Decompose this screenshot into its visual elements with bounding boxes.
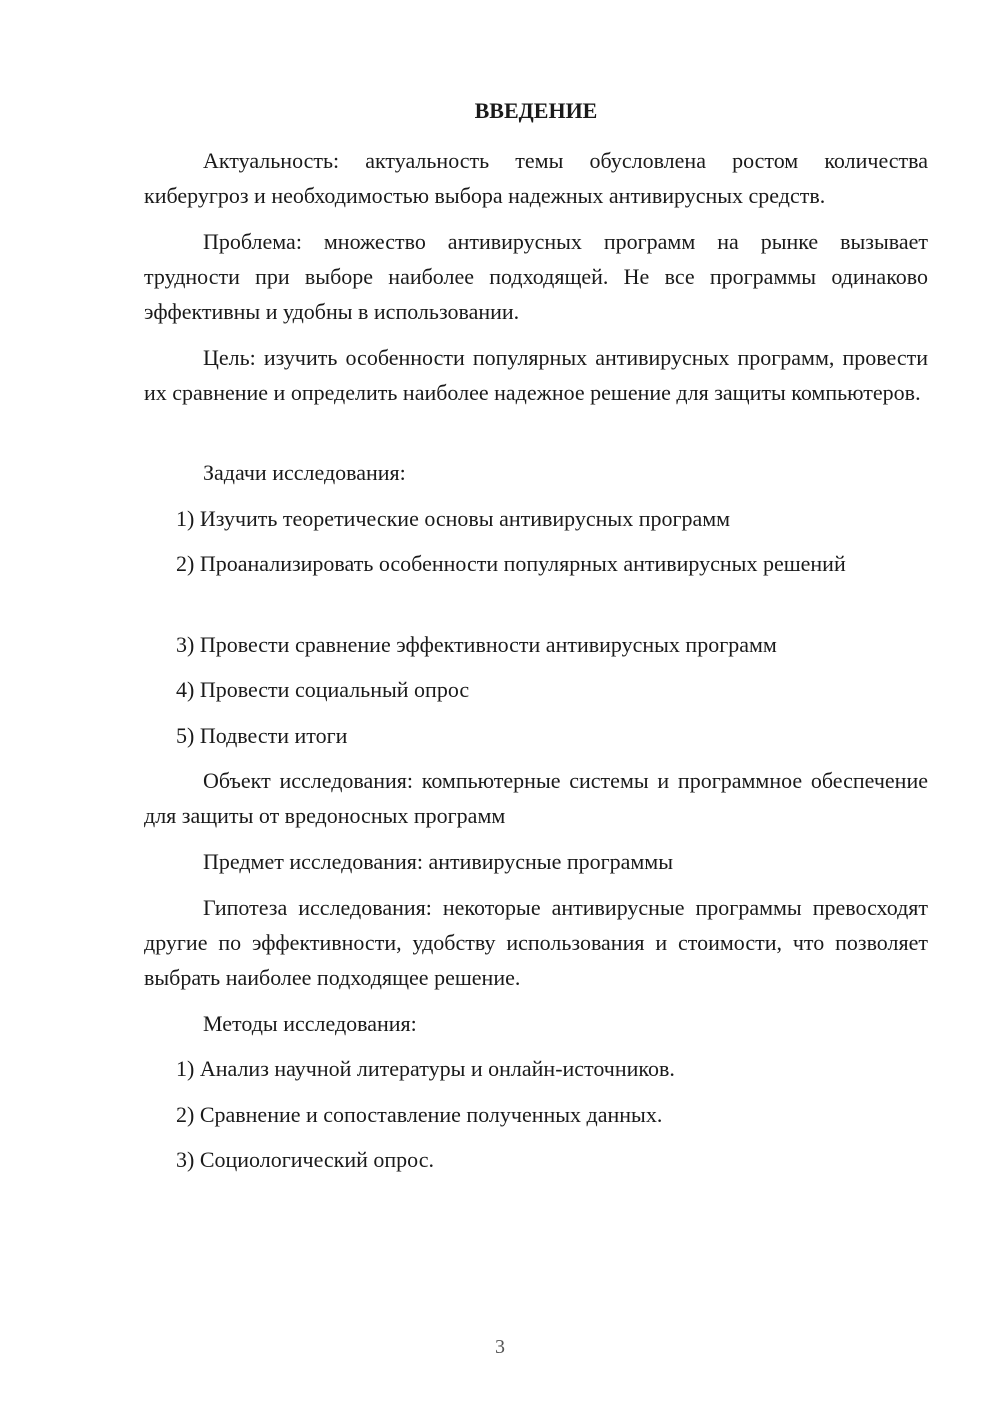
method-item-1: 1) Анализ научной литературы и онлайн-источников. xyxy=(176,1056,675,1081)
task-item-3: 3) Провести сравнение эффективности антивирусных программ xyxy=(176,632,777,657)
subject-paragraph: Предмет исследования: антивирусные программы xyxy=(203,849,674,874)
methods-heading: Методы исследования: xyxy=(203,1011,417,1036)
page-title: ВВЕДЕНИЕ xyxy=(474,98,598,123)
goal-paragraph: Цель: изучить особенности популярных антивирусных программ, провести их сравнение и определить наиболее надежное решение для защиты компьютеров. xyxy=(144,345,928,405)
task-item-1: 1) Изучить теоретические основы антивирусных программ xyxy=(176,506,731,531)
relevance-paragraph: Актуальность: актуальность темы обусловлена ростом количества киберугроз и необходимостью выбора надежных антивирусных средств. xyxy=(144,148,928,208)
method-item-2: 2) Сравнение и сопоставление полученных данных. xyxy=(176,1102,663,1127)
task-item-2: 2) Проанализировать особенности популярных антивирусных решений xyxy=(176,551,846,576)
page-number: 3 xyxy=(495,1336,505,1358)
task-item-5: 5) Подвести итоги xyxy=(176,723,348,748)
method-item-3: 3) Социологический опрос. xyxy=(176,1147,434,1172)
tasks-heading: Задачи исследования: xyxy=(203,460,406,485)
hypothesis-paragraph: Гипотеза исследования: некоторые антивирусные программы превосходят другие по эффективности, удобству использования и стоимости, что позволяет выбрать наиболее подходящее решение. xyxy=(144,895,928,990)
object-paragraph: Объект исследования: компьютерные системы и программное обеспечение для защиты от вредоносных программ xyxy=(144,768,928,828)
task-item-4: 4) Провести социальный опрос xyxy=(176,677,470,702)
problem-paragraph: Проблема: множество антивирусных программ на рынке вызывает трудности при выборе наиболее подходящей. Не все программы одинаково эффективны и удобны в использовании. xyxy=(144,229,928,324)
